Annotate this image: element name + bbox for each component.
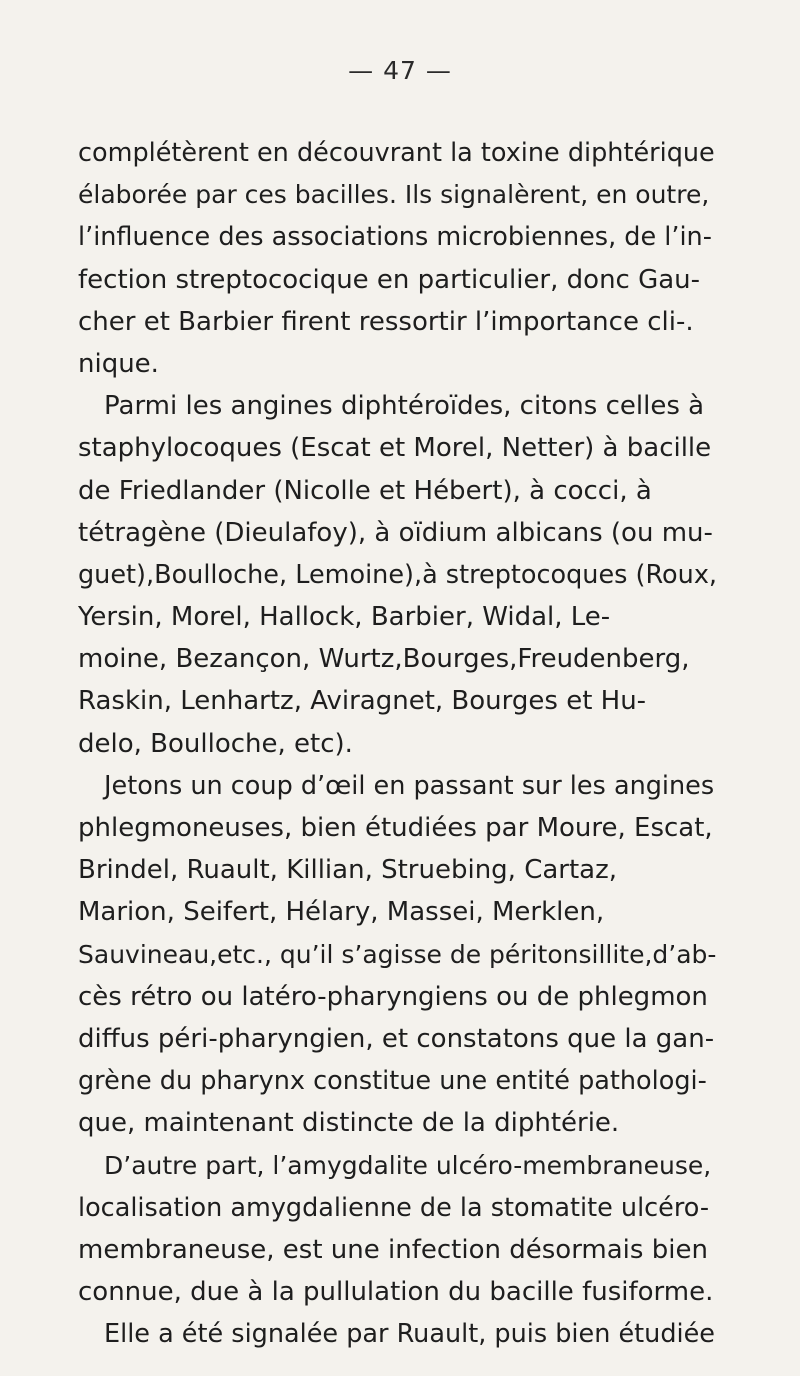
text-line: delo, Boulloche, etc). <box>78 728 353 759</box>
text-line: complétèrent en découvrant la toxine diphtérique <box>78 138 715 168</box>
text-line: Brindel, Ruault, Killian, Struebing, Cartaz, <box>78 855 618 886</box>
text-line: Yersin, Morel, Hallock, Barbier, Widal, Le- <box>78 602 611 633</box>
page-number: — 47 — <box>348 56 452 85</box>
text-line: Sauvineau,etc., qu’il s’agisse de péritonsillite,d’ab- <box>78 939 717 969</box>
text-line: guet),Boulloche, Lemoine),à streptocoques (Roux, <box>78 559 718 590</box>
text-line: tétragène (Dieulafoy), à oïdium albicans (ou mu- <box>78 517 713 548</box>
text-line: Raskin, Lenhartz, Aviragnet, Bourges et Hu- <box>78 686 647 717</box>
text-line: que, maintenant distincte de la diphtérie. <box>78 1108 620 1139</box>
text-line: de Friedlander (Nicolle et Hébert), à cocci, à <box>78 475 652 506</box>
text-line: membraneuse, est une infection désormais bien <box>78 1234 708 1265</box>
text-line: phlegmoneuses, bien étudiées par Moure, Escat, <box>78 813 713 843</box>
text-line: élaborée par ces bacilles. Ils signalèrent, en outre, <box>78 180 710 210</box>
text-line: fection streptococique en particulier, donc Gau- <box>78 264 701 295</box>
text-line: nique. <box>78 348 159 379</box>
text-line: l’influence des associations microbiennes, de l’in- <box>78 222 712 253</box>
text-line: localisation amygdalienne de la stomatite ulcéro- <box>78 1192 710 1223</box>
text-line: cès rétro ou latéro-pharyngiens ou de phlegmon <box>78 981 708 1012</box>
text-line: diffus péri-pharyngien, et constatons que la gan- <box>78 1023 715 1054</box>
text-line: Jetons un coup d’œil en passant sur les angines <box>104 770 715 801</box>
text-line: grène du pharynx constitue une entité pathologi- <box>78 1066 707 1097</box>
text-line: staphylocoques (Escat et Morel, Netter) à bacille <box>78 433 712 464</box>
text-line: moine, Bezançon, Wurtz,Bourges,Freudenberg, <box>78 644 690 675</box>
text-line: cher et Barbier firent ressortir l’importance cli-. <box>78 306 694 337</box>
text-line: connue, due à la pullulation du bacille fusiforme. <box>78 1277 714 1308</box>
text-line: Parmi les angines diphtéroïdes, citons celles à <box>104 391 705 422</box>
text-line: Elle a été signalée par Ruault, puis bien étudiée <box>104 1319 715 1350</box>
body-text <box>78 132 718 1355</box>
text-line: Marion, Seifert, Hélary, Massei, Merklen, <box>78 897 605 928</box>
text-line: D’autre part, l’amygdalite ulcéro-membraneuse, <box>104 1150 712 1180</box>
